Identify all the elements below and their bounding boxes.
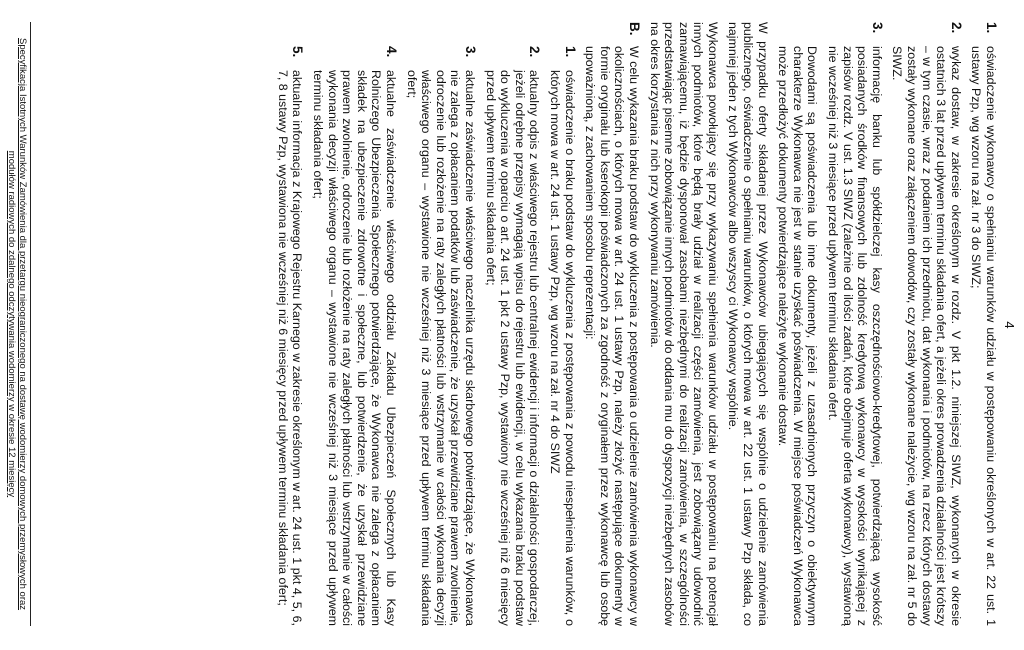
section-b-list <box>275 22 576 626</box>
list-item <box>969 22 998 626</box>
page-number: 4 <box>1002 321 1017 329</box>
item-text: aktualna informacja z Krajowego Rejestru Karnego w zakresie określonym w art. 24 ust. 1 pkt 4, 5, 6, 7, 8 ustawy Pzp, wystawiona nie wcześniej niż 6 miesięcy przed upływem terminu składania ofert; <box>275 70 305 626</box>
section-b-intro: W celu wykazania braku podstaw do wykluczenia z postępowania o udzielenie zamówienia wykonawcy w okolicznościach, o których mowa w art. 24 ust. 1 ustawy Pzp, należy złożyć następujące dokumenty w formie oryginału lub kserokopii poświadczonych za zgodność z oryginałem przez wykonawcę lub osobę upoważnioną, z zachowaniem sposobu reprezentacji: <box>583 46 641 626</box>
page-footer <box>6 22 31 626</box>
item-text: wykaz dostaw, w zakresie określonym w rozdz. V pkt 1.2. niniejszej SIWZ, wykonanych w okresie ostatnich 3 lat przed upływem terminu składania ofert, a jeżeli okres prowadzenia działalności jest krótszy – w tym czasie, wraz z podaniem ich przedmiotu, dat wykonania i podmiotów, na rzecz których dostawy zostały wykonane oraz załączeniem dowodów, czy zostały wykonane należycie, wg wzoru na zał. nr 5 do SIWZ. <box>890 46 963 626</box>
item-number: 1. <box>984 22 999 34</box>
list-item <box>483 46 541 626</box>
item-number: 2. <box>948 22 964 34</box>
footer-text: Specyfikacja Istotnych Warunków Zamówienia dla przetargu nieograniczonego na dostawę wodomierzy domowych przemysłowych oraz modułów radiowych do zdalnego odczytywania wodomierzy w okresie 12 miesięcy <box>6 37 28 611</box>
dowodami-note: Dowodami są poświadczenia lub inne dokumenty, jeżeli z uzasadnionych przyczyn o obiektywnym charakterze Wykonawca nie jest w stanie uzyskać poświadczenia. W miejsce poświadczeń Wykonawca może przedłożyć dokumenty potwierdzające należyte wykonanie dostaw. <box>776 46 820 626</box>
list-item <box>310 46 398 626</box>
list-item <box>404 46 477 626</box>
section-letter: B. <box>626 22 642 36</box>
item-text: aktualne zaświadczenie właściwego naczelnika urzędu skarbowego potwierdzające, że Wykonawca nie zalega z opłacaniem podatków lub zaświadczenie, że uzyskał przewidziane prawem zwolnienie, odroczenie lub rozłożenie na raty zaległych płatności lub wstrzymanie w całości wykonania decyzji właściwego organu – wystawione nie wcześniej niż 3 miesiące przed upływem terminu składania ofert; <box>404 70 477 626</box>
item-number: 2. <box>527 46 543 58</box>
list-item <box>275 46 304 626</box>
item-text: oświadczenie wykonawcy o spełnianiu warunków udziału w postępowaniu określonych w art. 22 ust. 1 ustawy Pzp, wg wzoru na zał. nr 3 do SIWZ; <box>969 46 998 626</box>
item-text: informację banku lub spółdzielczej kasy oszczędnościowo-kredytowej, potwierdzającą wysokość posiadanych środków finansowych lub zdolność kredytową wykonawcy w wysokości wynikającej z zapisów rozdz. V ust. 1.3 SIWZ (zależnie od ilości zadań, które obejmuje oferta wykonawcy), wystawioną nie wcześniej niż 3 miesiące przed upływem terminu składania ofert. <box>826 46 884 626</box>
list-item <box>890 22 963 626</box>
section-b-heading <box>583 22 641 626</box>
poleganie-note: Wykonawca powołujący się przy wykazywaniu spełnienia warunków udziału w postępowaniu na potencjał innych podmiotów, które będą brały udział w realizacji części zamówienia, jest zobowiązany udowodnić zamawiającemu, iż będzie dysponował zasobami niezbędnymi do realizacji zamówienia, w szczególności przedstawiając pisemne zobowiązanie innych podmiotów do oddania mu do dyspozycji niezbędnych zasobów na okres korzystania z nich przy wykonywaniu zamówienia. <box>647 22 720 626</box>
item-number: 1. <box>562 46 578 58</box>
item-number: 4. <box>384 46 400 58</box>
item-number: 5. <box>290 46 306 58</box>
joint-offer-note: W przypadku oferty składanej przez Wykonawców ubiegających się wspólnie o udzielenie zamówienia publicznego, oświadczenie o spełnianiu warunków, o których mowa w art. 22 ust. 1 ustawy Pzp składa, co najmniej jeden z tych Wykonawców albo wszyscy ci Wykonawcy wspólnie. <box>726 22 770 626</box>
item-number: 3. <box>869 22 885 34</box>
item-number: 3. <box>463 46 478 58</box>
item-text: aktualne zaświadczenie właściwego oddziału Zakładu Ubezpieczeń Społecznych lub Kasy Rolniczego Ubezpieczenia Społecznego potwierdzające, że Wykonawca nie zalega z opłacaniem składek na ubezpieczenie zdrowotne i społeczne, lub potwierdzenie, że uzyskał przewidziane prawem zwolnienie, odroczenie lub rozłożenie na raty zaległych płatności lub wstrzymanie w całości wykonania decyzji właściwego organu – wystawione nie wcześniej niż 3 miesiące przed upływem terminu składania ofert; <box>311 70 399 626</box>
document-body <box>269 22 998 626</box>
list-item <box>547 46 576 626</box>
item-text: aktualny odpis z właściwego rejestru lub centralnej ewidencji i informacji o działalności gospodarczej, jeżeli odrębne przepisy wymagają wpisu do rejestru lub ewidencji, w celu wykazania braku podstaw do wykluczenia w oparciu o art. 24 ust. 1 pkt 2 ustawy Pzp, wystawiony nie wcześniej niż 6 miesięcy przed upływem terminu składania ofert; <box>483 70 542 626</box>
list-item <box>825 22 883 626</box>
item-text: oświadczenie o braku podstaw do wykluczenia z postępowania z powodu niespełnienia warunków, o których mowa w art. 24 ust. 1 ustawy Pzp, wg wzoru na zał. nr 4 do SIWZ <box>547 70 577 626</box>
